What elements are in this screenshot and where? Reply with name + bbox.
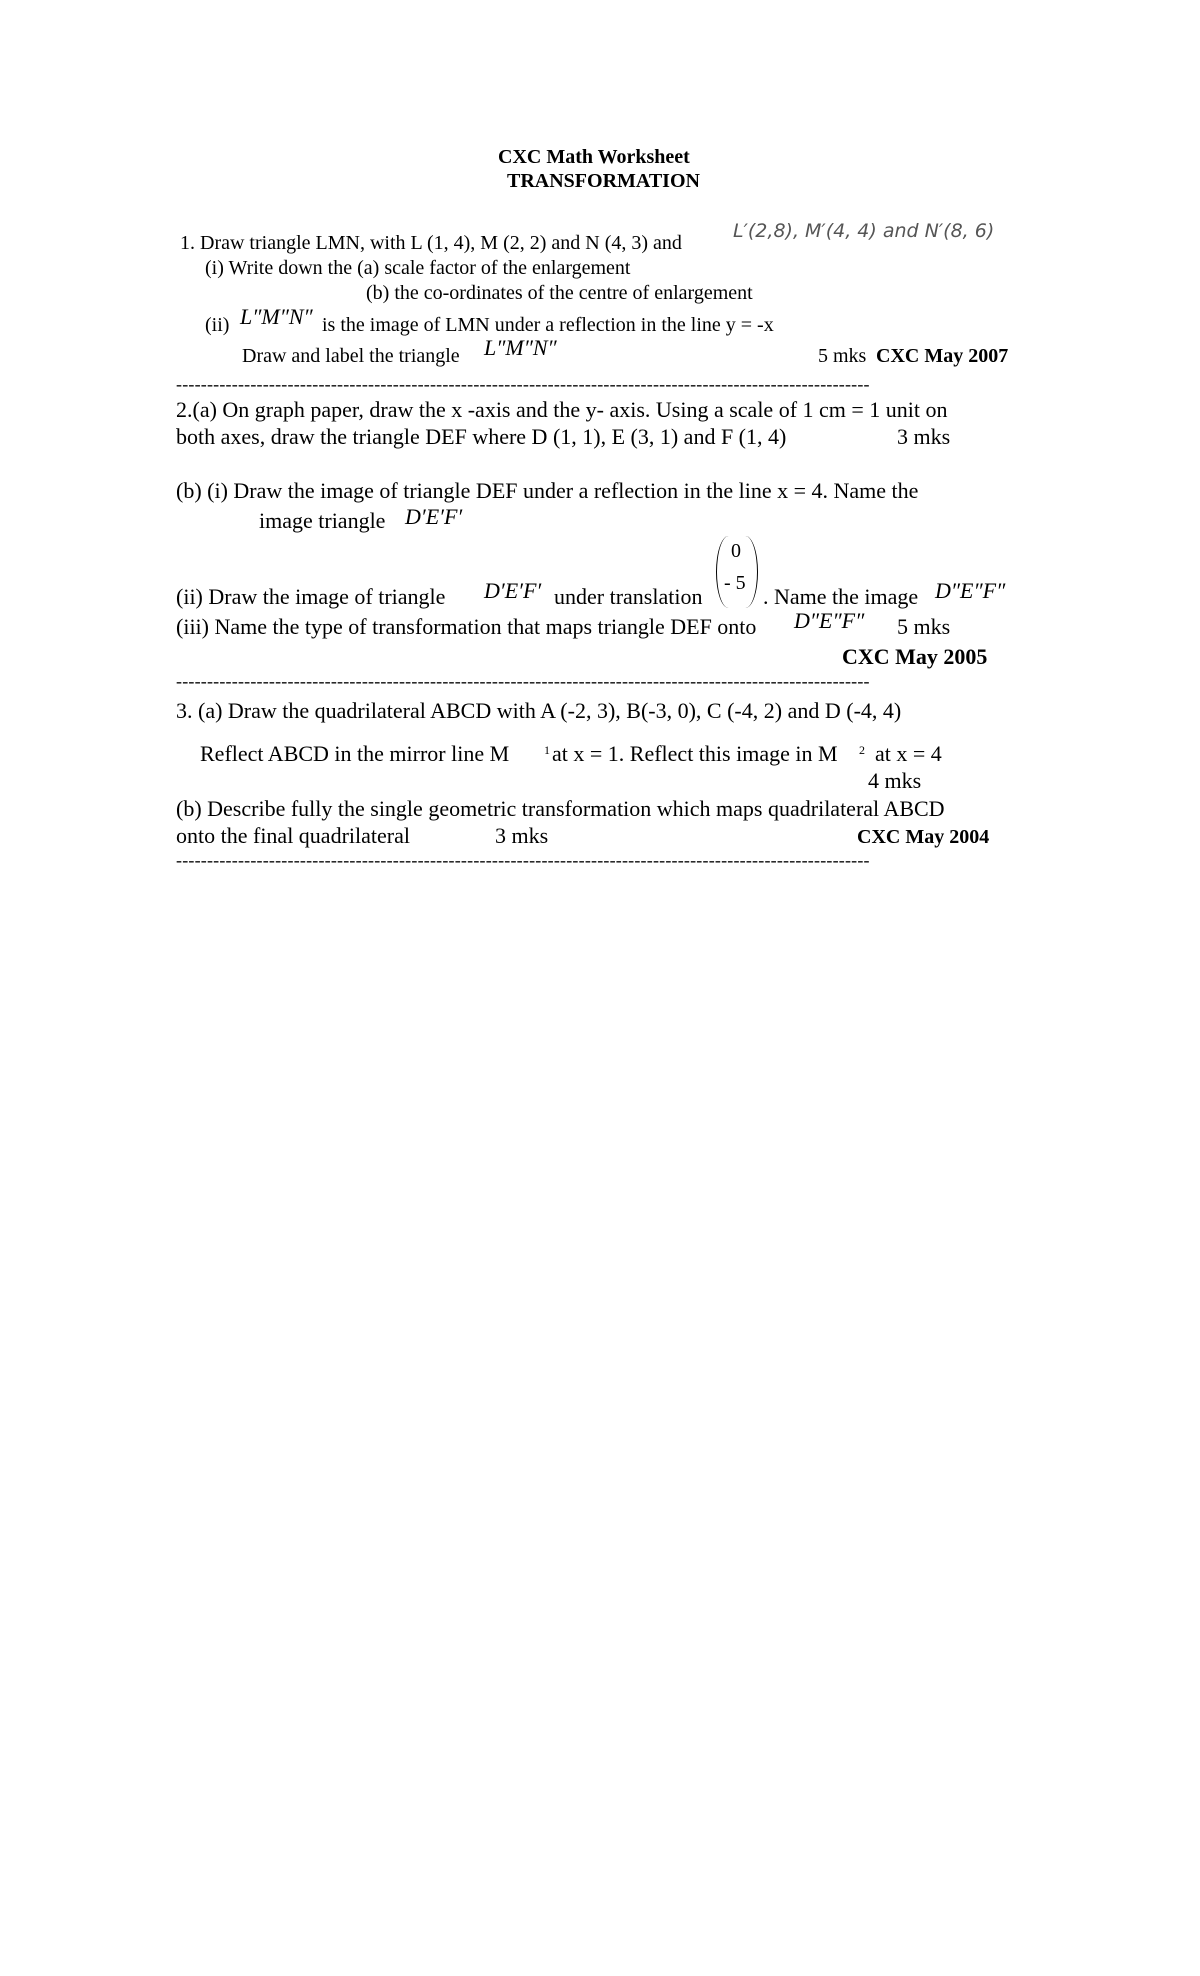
q2-iii-text: (iii) Name the type of transformation that maps triangle DEF onto [176,614,757,639]
q3-b-line2: onto the final quadrilateral [176,823,410,848]
q3-a-line: 3. (a) Draw the quadrilateral ABCD with A (-2, 3), B(-3, 0), C (-4, 2) and D (-4, 4) [176,698,902,723]
q3-reflect-1: Reflect ABCD in the mirror line M [200,741,510,766]
q1-draw-symbol: L″M″N″ [484,335,557,360]
q2-iii-symbol: D″E″F″ [794,608,865,633]
q2-b-line1: (b) (i) Draw the image of triangle DEF under a reflection in the line x = 4. Name the [176,478,919,503]
q1-ii-symbol: L″M″N″ [240,304,313,329]
separator-2: ---------------------------------------------------------------------------------------------------------------- [176,671,870,691]
q1-image-coords: L′(2,8), M′(4, 4) and N′(8, 6) [733,220,995,242]
q1-source: CXC May 2007 [876,345,1009,367]
vector-bottom: - 5 [724,572,746,594]
q2-ii-text: (ii) Draw the image of triangle [176,584,446,609]
q2-ii-text3: . Name the image [763,584,919,609]
q3-b-line1: (b) Describe fully the single geometric transformation which maps quadrilateral ABCD [176,796,945,821]
q1-draw-text: Draw and label the triangle [242,345,460,367]
q2-a-line1: 2.(a) On graph paper, draw the x -axis and the y- axis. Using a scale of 1 cm = 1 unit on [176,397,948,422]
q2-b-symbol: D′E′F′ [405,504,463,529]
q2-ii-text2: under translation [554,584,703,609]
q1-marks: 5 mks [818,345,867,367]
q1-ii-label: (ii) [205,314,230,336]
separator-3: ---------------------------------------------------------------------------------------------------------------- [176,850,870,870]
q2-source: CXC May 2005 [842,644,988,669]
q2-a-line2: both axes, draw the triangle DEF where D (1, 1), E (3, 1) and F (1, 4) [176,424,787,449]
page-subtitle: TRANSFORMATION [507,170,700,192]
q1-ii-text: is the image of LMN under a reflection in the line y = -x [322,314,774,336]
q3-subscript-2: 2 [859,743,865,757]
q3-source: CXC May 2004 [857,826,990,848]
q3-subscript-1: 1 [544,743,550,757]
separator-1: ---------------------------------------------------------------------------------------------------------------- [176,374,870,394]
q2-marks: 5 mks [897,614,951,639]
page-title: CXC Math Worksheet [498,146,690,168]
vector-top: 0 [731,540,741,562]
q3-reflect-3: at x = 4 [875,741,942,766]
q3-a-marks: 4 mks [868,768,922,793]
q2-ii-symbol2: D″E″F″ [935,578,1006,603]
q1-i-b: (b) the co-ordinates of the centre of enlargement [366,282,753,304]
q2-b-line2: image triangle [259,508,386,533]
q3-b-marks: 3 mks [495,823,549,848]
q1-line1: 1. Draw triangle LMN, with L (1, 4), M (2, 2) and N (4, 3) and [180,232,682,254]
q3-reflect-2: at x = 1. Reflect this image in M [552,741,838,766]
q2-ii-symbol: D′E′F′ [484,578,542,603]
q2-a-marks: 3 mks [897,424,951,449]
q1-i-a: (i) Write down the (a) scale factor of the enlargement [205,257,631,279]
